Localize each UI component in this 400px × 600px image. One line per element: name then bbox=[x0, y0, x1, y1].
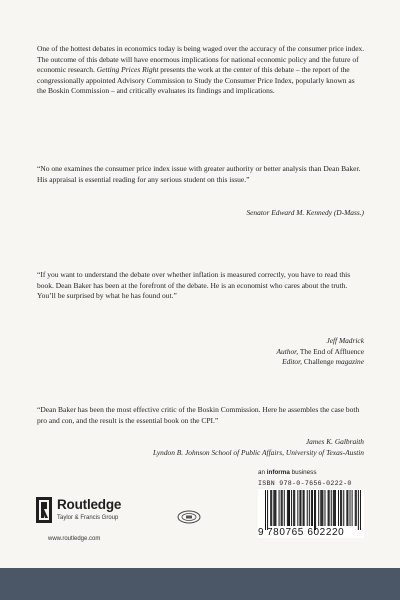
barcode-bar bbox=[274, 490, 275, 526]
publisher-website: www.routledge.com bbox=[48, 536, 101, 542]
role-label: Editor, bbox=[282, 357, 304, 366]
barcode-bar bbox=[333, 490, 334, 526]
endorsement-quote-madrick: “If you want to understand the debate over whether inflation is measured correctly, you have to read this book. Dean Baker has been at the forefront of the debate. He is an economist who cares about the truth. You’ll be surprised by what he has found out.” bbox=[37, 270, 351, 301]
description-part-2: presents the work at the center of this debate – the report of the congressionally appointed Advisory Commission to Study the Consumer Price Index, popularly known as the Boskin Commission – and critically evaluates its findings and implications. bbox=[37, 65, 355, 96]
barcode-bar bbox=[320, 490, 321, 526]
barcode-first-digit: 9 bbox=[258, 527, 264, 538]
barcode-bar bbox=[335, 490, 336, 526]
barcode-bar bbox=[304, 490, 305, 526]
publisher-group: Taylor & Francis Group bbox=[57, 515, 119, 521]
barcode-bar bbox=[299, 490, 300, 526]
barcode-bar bbox=[350, 490, 351, 526]
barcode-bar bbox=[273, 490, 274, 526]
barcode-bar bbox=[303, 490, 304, 526]
barcode-bar bbox=[267, 490, 268, 530]
endorser-name: Senator Edward M. Kennedy (D-Mass.) bbox=[246, 208, 364, 217]
role-label: Author, bbox=[276, 346, 300, 356]
barcode-bar bbox=[324, 490, 325, 526]
barcode-bar bbox=[347, 490, 348, 526]
barcode-bar bbox=[343, 490, 344, 526]
work-title: Challenge bbox=[303, 357, 334, 366]
barcode-bar bbox=[352, 490, 353, 526]
bottom-color-band bbox=[0, 568, 400, 600]
endorser-role-author bbox=[276, 347, 364, 358]
informa-suffix: business bbox=[289, 469, 317, 476]
barcode-bar bbox=[331, 490, 332, 526]
barcode-bar bbox=[265, 490, 266, 530]
barcode-bar bbox=[271, 490, 272, 526]
barcode-bar bbox=[355, 490, 356, 526]
endorsement-quote-galbraith: “Dean Baker has been the most effective critic of the Boskin Commission. Here he assembles the case both pro and con, and the result is the essential book on the CPI.” bbox=[37, 405, 360, 425]
endorser-name: James K. Galbraith bbox=[305, 437, 364, 446]
informa-prefix: an bbox=[258, 469, 267, 476]
routledge-logo bbox=[36, 496, 156, 526]
barcode-bar bbox=[289, 490, 290, 526]
barcode-bar bbox=[340, 490, 341, 526]
barcode-bar bbox=[341, 490, 342, 526]
barcode-bar bbox=[328, 490, 329, 526]
barcode-bar bbox=[284, 490, 285, 526]
routledge-emblem-icon bbox=[36, 497, 52, 523]
barcode-bar bbox=[338, 490, 339, 526]
barcode-bars bbox=[265, 490, 361, 530]
endorsement-attribution-kennedy bbox=[246, 208, 364, 219]
endorsement-attribution-galbraith bbox=[153, 437, 364, 458]
endorser-affiliation: Lyndon B. Johnson School of Public Affairs, University of Texas-Austin bbox=[152, 447, 364, 457]
role-suffix: magazine bbox=[333, 357, 364, 366]
barcode-bar bbox=[360, 490, 361, 530]
endorsement-quote-kennedy: “No one examines the consumer price index issue with greater authority or better analysis than Dean Baker. His appraisal is essential reading for any serious student on this issue.” bbox=[37, 164, 361, 184]
barcode-bar bbox=[294, 490, 295, 526]
barcode-bar bbox=[311, 490, 312, 526]
barcode-bar bbox=[297, 490, 298, 526]
endorsement-attribution-madrick bbox=[276, 336, 364, 368]
informa-business-line bbox=[258, 469, 316, 476]
barcode-bar bbox=[307, 490, 308, 526]
barcode-bar bbox=[281, 490, 282, 526]
barcode-bar bbox=[300, 490, 301, 526]
endorser-name: Jeff Madrick bbox=[326, 336, 364, 345]
description-part-1: One of the hottest debates in economics today is being waged over the accuracy of the consumer price index. The outcome of this debate will have enormous implications for national economic policy and the future of economic research. bbox=[37, 44, 365, 75]
book-title-inline: Getting Prices Right bbox=[96, 65, 159, 75]
barcode bbox=[258, 489, 364, 538]
barcode-bar bbox=[321, 490, 322, 526]
printer-emblem-icon bbox=[177, 510, 201, 524]
description-paragraph bbox=[37, 44, 365, 97]
barcode-bar bbox=[356, 490, 357, 526]
endorser-role-editor bbox=[276, 357, 364, 368]
barcode-bar bbox=[270, 490, 271, 526]
barcode-bar bbox=[288, 490, 289, 526]
barcode-bar bbox=[279, 490, 280, 526]
barcode-bar bbox=[282, 490, 283, 526]
barcode-bar bbox=[358, 490, 359, 530]
barcode-bar bbox=[318, 490, 319, 526]
barcode-bar bbox=[322, 490, 323, 526]
barcode-bar bbox=[314, 490, 315, 530]
barcode-bar bbox=[329, 490, 330, 526]
informa-brand: informa bbox=[266, 469, 290, 476]
isbn-number: ISBN 978-0-7656-0222-0 bbox=[258, 480, 352, 487]
barcode-bar bbox=[334, 490, 335, 526]
barcode-bar bbox=[312, 490, 313, 526]
publisher-name: Routledge bbox=[57, 497, 122, 512]
barcode-bar bbox=[293, 490, 294, 526]
barcode-bar bbox=[309, 490, 310, 526]
work-title: The End of Affluence bbox=[299, 346, 364, 356]
barcode-digit-groups: 780765 602220 bbox=[267, 527, 345, 538]
barcode-bar bbox=[275, 490, 276, 526]
barcode-bar bbox=[287, 490, 288, 526]
barcode-bar bbox=[291, 490, 292, 526]
barcode-bar bbox=[315, 490, 316, 530]
barcode-bar bbox=[346, 490, 347, 526]
